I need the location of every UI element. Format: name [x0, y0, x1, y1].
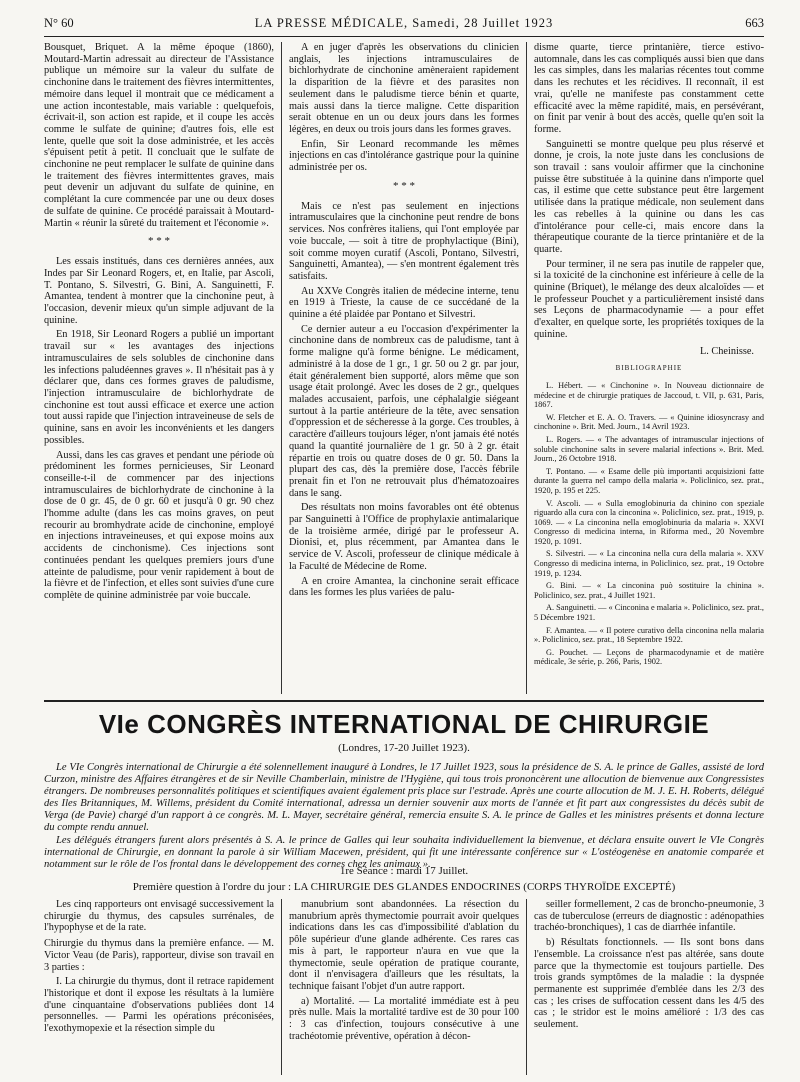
congress-introduction: [44, 762, 764, 872]
paragraph: Sanguinetti se montre quelque peu plus réservé et donne, je crois, la note juste dans les conclusions de son travail : sans vouloir affirmer que la cinchonine puisse être substituée à la quinine dans n'importe quel cas, il estime que cette substance peut être largement utilisée dans la pratique médicale, non seulement dans les cas rebelles à la quinine ou dans les cas d'intolérance pour celle-ci, mais encore dans la thérapeutique courante de la tierce printanière et de la quarte.: [534, 138, 764, 255]
article-column-2: [289, 42, 519, 602]
section-separator: * * *: [148, 235, 170, 248]
paragraph: Pour terminer, il ne sera pas inutile de rappeler que, si la toxicité de la cinchonine est inférieure à celle de la quinine (Briquet), le mélange des deux alcaloïdes — et le professeur Pouchet y a particulièrement insisté dans ses Leçons de pharmacodynamie — a pour effet d'exalter, en quelque sorte, les propriétés toxiques de la quinine.: [534, 258, 764, 340]
bibliography-list: [534, 381, 764, 667]
issue-number: N° 60: [44, 16, 74, 30]
congress-title: VIe CONGRÈS INTERNATIONAL DE CHIRURGIE: [98, 709, 710, 739]
agenda-question: Première question à l'ordre du jour : LA CHIRURGIE DES GLANDES ENDOCRINES (CORPS THYROÏDE EXCEPTÉ): [132, 881, 676, 893]
column-divider: [526, 899, 527, 1075]
paragraph: disme quarte, tierce printanière, tierce estivo-automnale, dans les cas compliqués aussi bien que dans les cas simples, dans les malarias récentes tout comme dans les rechutes et les récidives. Il reconnaît, il est vrai, qu'elle ne manifeste pas constamment cette efficacité avec la même rapidité, mais, en persévérant, on finit par venir à bout des accès, quelle qu'en soit la forme.: [534, 42, 764, 135]
paragraph: Le VIe Congrès international de Chirurgie a été solennellement inauguré à Londres, le 17 Juillet 1923, sous la présidence de S. A. le prince de Galles, assisté de lord Curzon, ministre des Affaires étrangères et de sir Neville Chamberlain, ministre de l'Hygiène, qui tous trois prononcèrent une allocution de bienvenue aux Congressistes étrangers. De nombreuses personnalités politiques et scientifiques avaient également pris place sur l'estrade. Après une courte allocution de M. J. E. H. Roberts, délégué des Iles Britanniques, M. Willems, président du Comité international, adressa un dernier souvenir aux morts de l'année et fit part aux congressistes du décès subit de Verga (de Pavie) chargé d'un rapport à ce congrès. M. L. Mayer, secrétaire général, remercia ensuite S. A. le prince de Galles et les ministres présents et donna lecture du compte rendu annuel.: [44, 762, 764, 833]
column-divider: [281, 899, 282, 1075]
article-column-1: [44, 42, 274, 605]
paragraph: Aussi, dans les cas graves et pendant une période où prédominent les formes pernicieuses, Sir Leonard conseille-t-il de commencer par des injections intramusculaires de bichlorhydrate de cinchonine à la dose de 0 gr. 45, de 0 gr. 60 et jusqu'à 0 gr. 90 chez l'homme adulte (dans les cas moins graves, on peut recourir au bromhydrate acide de cinchonine, employé en injections intraveineuses, et qui expose moins aux accidents de cinchonisme). Ces injections sont continuées pendant les quelques premiers jours d'une atteinte de paludisme, pour venir rapidement à bout de la fièvre et de l'infection, et elles sont suivies d'une cure complète de quinine administrée par voie buccale.: [44, 449, 274, 601]
paragraph: Les essais institués, dans ces dernières années, aux Indes par Sir Leonard Rogers, et, en Italie, par Ascoli, T. Pontano, S. Silvestri, G. Bini, A. Sanguinetti, F. Amantea, tendent à montrer que la cinchonine peut, à l'occasion, devenir mieux qu'un simple adjuvant de la quinine.: [44, 256, 274, 326]
paragraph: En 1918, Sir Leonard Rogers a publié un important travail sur « les avantages des injections intramusculaires de sels solubles de cinchonine dans les infections paludéennes graves ». Il n'hésitait pas à y déclarer que, dans ces formes graves de paludisme, l'injection intramusculaire de bichlorhydrate de cinchonine est tout aussi efficace et exerce une action tout aussi rapide que l'injection intraveineuse de sels de quinine, sans en avoir les inconvénients et les dangers possibles.: [44, 329, 274, 446]
bibliography-entry: W. Fletcher et E. A. O. Travers. — « Quinine idiosyncrasy and cinchonine ». Brit. Med. Journ., 14 Avril 1923.: [534, 412, 764, 432]
paragraph: a) Mortalité. — La mortalité immédiate est à peu près nulle. Mais la mortalité tardive est de 30 pour 100 : 3 cas d'infection, toujours consécutive à une trachéotomie préventive, opération à décon-: [289, 995, 519, 1042]
report-column-3: [534, 899, 764, 1034]
paragraph: I. La chirurgie du thymus, dont il retrace rapidement l'historique et dont il expose les résultats à la lumière d'une cinquantaine d'observations publiées dont 14 personnelles. — Parmi les opérations préconisées, l'exothymopexie et la résection simple du: [44, 976, 274, 1035]
report-heading: Chirurgie du thymus dans la première enfance. — M. Victor Veau (de Paris), rapporteur, divise son travail en 3 parties :: [44, 938, 274, 973]
bibliography-entry: V. Ascoli. — « Sulla emoglobinuria da chinino con speziale riguardo alla cura con la cinconina ». Policlinico, sez. prat., 1919, p. 1069. — « La cinconina nella emoglobinuria da malaria ». XXVI Congresso di medicina interna, in Riforma med., 20 Novembre 1920, p. 1091.: [534, 498, 764, 546]
paragraph: Enfin, Sir Leonard recommande les mêmes injections en cas d'intolérance gastrique pour la quinine administrée per os.: [289, 138, 519, 174]
paragraph: seiller formellement, 2 cas de broncho-pneumonie, 3 cas de tuberculose (erreurs de diagnostic : adénopathies trachéo-bronchiques), 1 cas de diarrhée infantile.: [534, 899, 764, 934]
journal-title: LA PRESSE MÉDICALE, Samedi, 28 Juillet 1923: [254, 16, 554, 30]
page-header: [44, 16, 764, 32]
bibliography-entry: G. Bini. — « La cinconina può sostituire la chinina ». Policlinico, sez. prat., 4 Juillet 1921.: [534, 581, 764, 600]
congress-subtitle: (Londres, 17-20 Juillet 1923).: [338, 742, 470, 754]
paragraph: b) Résultats fonctionnels. — Ils sont bons dans l'ensemble. La croissance n'est pas altérée, sans doute parce que la thymectomie est toujours partielle. Des trois grands symptômes de la maladie : la dyspnée permanente est supprimée d'emblée dans les 2/3 des cas ; les crises de suffocation cessent dans les 4/5 des cas ; le stridor est le moins amélioré : 1/3 des cas seulement.: [534, 937, 764, 1031]
bibliography-entry: A. Sanguinetti. — « Cinconina e malaria ». Policlinico, sez. prat., 5 Décembre 1921.: [534, 603, 764, 623]
bibliography-entry: S. Silvestri. — « La cinconina nella cura della malaria ». XXV Congresso di medicina interna, in Policlinico, sez. prat., 19 Octobre 1919, p. 1234.: [534, 549, 764, 578]
article-column-3: [534, 42, 764, 670]
author-signature: L. Cheinisse.: [699, 345, 754, 357]
paragraph: A en croire Amantea, la cinchonine serait efficace dans les formes les plus variées de palu-: [289, 575, 519, 599]
column-divider: [281, 42, 282, 694]
paragraph: Au XXVe Congrès italien de médecine interne, tenu en 1919 à Trieste, la cause de ce succédané de la quinine a été plaidée par Pontano et Silvestri.: [289, 285, 519, 321]
paragraph: Ce dernier auteur a eu l'occasion d'expérimenter la cinchonine dans de nombreux cas de paludisme, tant à forme maligne qu'à forme bénigne. Le médicament, administré à la dose de 1 gr., 1 gr. 50 ou 2 gr. par jour, était généralement bien supporté, alors même que son usage était prolongé. Avec les doses de 2 gr., quelques malades accusaient, parfois, une céphalalgie siégeant surtout à la partie antérieure de la tête, avec sensation d'oppression et de sécheresse à la gorge. Ces troubles, à caractère d'ailleurs toujours léger, n'ont jamais été notés quand la quantité journalière de 1 gr. 50 à 2 gr. était répartie en trois ou quatre doses de 0 gr. 50. Dans la plupart des cas, dès la première dose, l'accès fébrile prenait fin et l'on ne retrouvait plus d'hématozoaires dans le sang.: [289, 323, 519, 499]
report-column-1: [44, 899, 274, 1038]
section-rule: [44, 700, 764, 702]
report-column-2: [289, 899, 519, 1045]
bibliography-entry: L. Hébert. — « Cinchonine ». In Nouveau dictionnaire de médecine et de chirurgie pratiques de Jaccoud, t. VII, p. 631, Paris, 1867.: [534, 380, 764, 410]
bibliography-heading: BIBLIOGRAPHIE: [615, 364, 683, 373]
paragraph: manubrium sont abandonnées. La résection du manubrium après thymectomie pourrait avoir quelques indications dans les cas d'impossibilité d'ablation du pôle supérieur d'une glande adhérente. Ces rares cas mis à part, le rapporteur n'aura en vue que la thymectomie, seule opération de pratique courante, dont il n'envisagera d'ailleurs que les résultats, la technique faisant l'objet d'un autre rapport.: [289, 899, 519, 992]
page-number: 663: [745, 16, 764, 30]
paragraph: Les délégués étrangers furent alors présentés à S. A. le prince de Galles qui leur souhaita individuellement la bienvenue, et déclara ensuite ouvert le VIe Congrès international de Chirurgie, en donnant la parole à sir William Macewen, président, qui fit une intéressante conférence sur « L'ostéogenèse en anatomie comparée et notamment sur le rôle de l'os frontal dans le développement des cornes chez les animaux ».: [44, 835, 764, 870]
bibliography-entry: F. Amantea. — « Il potere curativo della cinconina nella malaria ». Policlinico, sez. prat., 18 Septembre 1922.: [534, 625, 764, 645]
paragraph: Bousquet, Briquet. A la même époque (1860), Moutard-Martin adressait au directeur de l'Assistance publique un mémoire sur la valeur du sulfate de cinchonine dans le traitement des fièvres intermittentes, mémoire dans lequel il montrait que ce médicament a une action incontestable, mais variable : quelquefois, écrivait-il, son action est rapide, et il coupe les accès comme le sulfate de quinine; d'autres fois, elle est lente, quelle que soit la dose administrée, et les accès s'épuisent petit à petit. Il concluait que le sulfate de cinchonine ne peut remplacer le sulfate de quinine dans le traitement des fièvres intermittentes graves, mais peut devenir un adjuvant du sulfate de quinine, en complétant la cure commencée par une ou deux doses de sulfate de quinine. Ce procédé paraissait à Moutard-Martin « réunir la sûreté du traitement et l'économie ».: [44, 42, 274, 229]
column-divider: [526, 42, 527, 694]
paragraph: Mais ce n'est pas seulement en injections intramusculaires que la cinchonine peut rendre de bons services. Nos confrères italiens, qui l'ont employée par voie buccale, — soit à titre de prophylactique (Bini), soit comme moyen curatif (Ascoli, Pontano, Silvestri, Sanguinetti, Amantea), — s'en montrent également très satisfaits.: [289, 200, 519, 282]
header-rule: [44, 36, 764, 37]
paragraph: A en juger d'après les observations du clinicien anglais, les injections intramusculaires de bichlorhydrate de cinchonine amèneraient rapidement la disparition de la fièvre et des parasites non seulement dans le paludisme tierce bénin et quarte, mais aussi dans la tierce maligne. Cette disparition serait obtenue en un ou deux jours dans les formes légères, en deux ou trois jours dans les formes graves.: [289, 42, 519, 135]
session-heading: 1re Séance : mardi 17 Juillet.: [339, 865, 469, 877]
bibliography-entry: L. Rogers. — « The advantages of intramuscular injections of soluble cinchonine salts in severe malarial infections ». Brit. Med. Journ., 26 Octobre 1918.: [534, 434, 764, 464]
section-separator: * * *: [393, 179, 415, 192]
bibliography-entry: G. Pouchet. — Leçons de pharmacodynamie et de matière médicale, 3e série, p. 266, Paris, 1902.: [534, 647, 764, 667]
paragraph: Des résultats non moins favorables ont été obtenus par Sanguinetti à l'Office de prophylaxie antimalarique de la troisième armée, dirigé par le professeur A. Dionisi, et, plus récemment, par Amantea dans le service de V. Ascoli, professeur de clinique médicale à la Faculté de Médecine de Rome.: [289, 502, 519, 572]
bibliography-entry: T. Pontano. — « Esame delle più importanti acquisizioni fatte durante la guerra nel campo della malaria ». Policlinico, sez. prat., 1920, p. 195 et 225.: [534, 466, 764, 495]
paragraph: Les cinq rapporteurs ont envisagé successivement la chirurgie du thymus, des capsules surrénales, de l'hypophyse et de la rate.: [44, 899, 274, 934]
